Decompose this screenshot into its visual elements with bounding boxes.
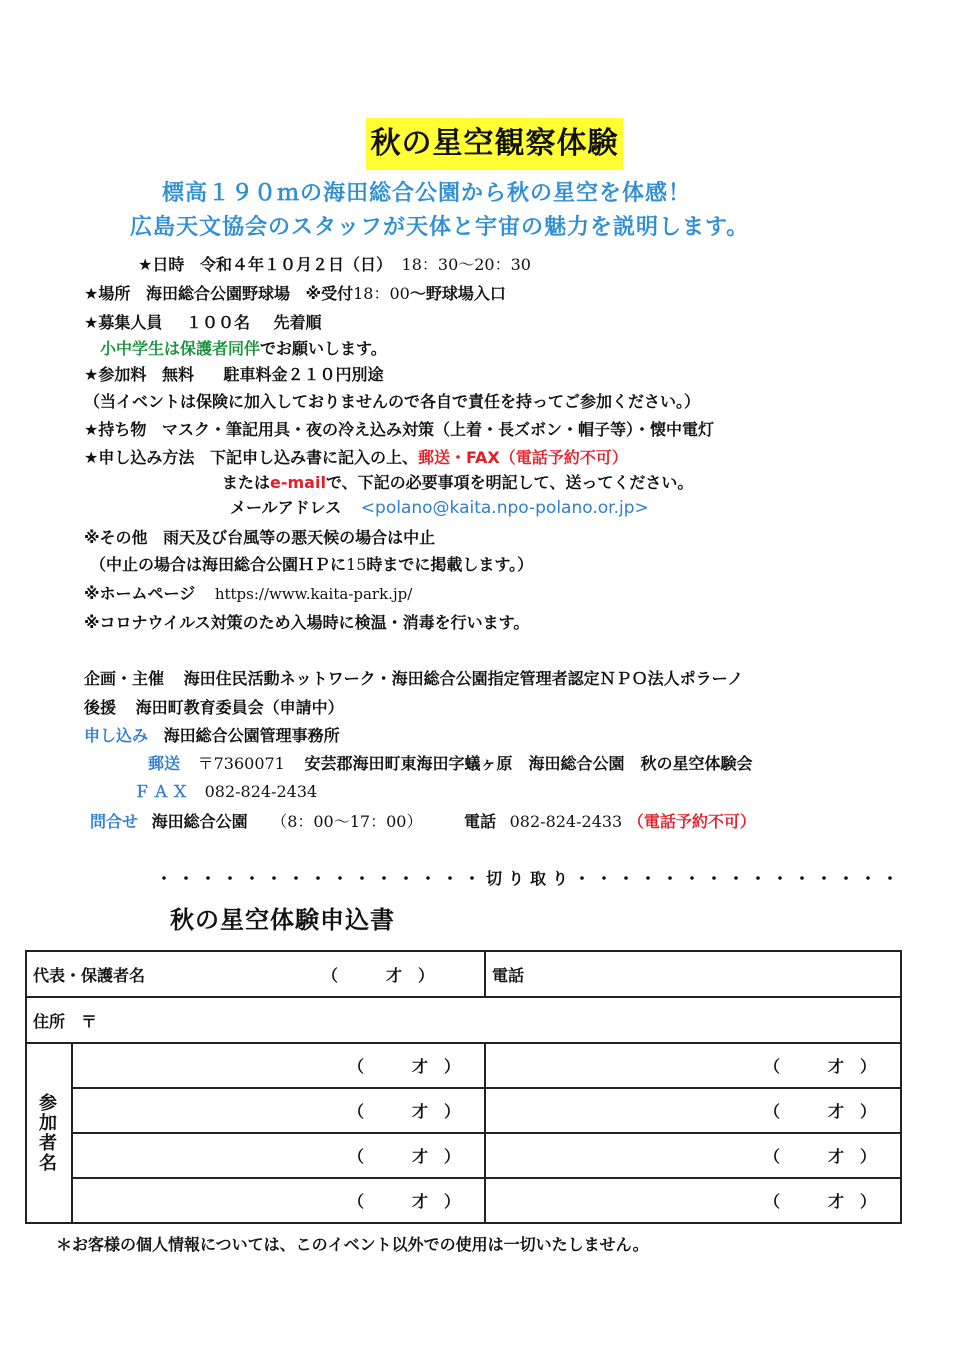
children-rest: でお願いします。 — [260, 339, 387, 358]
insurance-note: （当イベントは保険に加入しておりませんので各自で責任を持ってご参加ください。） — [84, 392, 701, 411]
participant-age: （ 才） — [763, 1147, 892, 1166]
datetime-label: ★日時 — [138, 255, 185, 274]
mail-row — [148, 751, 752, 774]
apply-line1: 下記申し込み書に記入の上、 — [209, 448, 418, 467]
inquiry-hours: （8：00〜17：00） — [271, 812, 423, 831]
homepage-row — [84, 581, 412, 604]
participant-cell[interactable] — [72, 1133, 485, 1178]
participant-age: （ 才） — [763, 1102, 892, 1121]
address-label: 住所 〒 — [33, 1011, 98, 1031]
fax-number: 082-824-2434 — [204, 782, 318, 801]
apply-line2-rest: で、下記の必要事項を明記して、送ってください。 — [325, 473, 694, 492]
fee-row — [84, 362, 384, 385]
inquiry-value: 海田総合公園 — [151, 812, 248, 831]
participants-label: 参加者名 — [36, 1093, 57, 1173]
tel-label: 電話 — [491, 965, 524, 985]
reception-time: 18：00 — [353, 284, 410, 303]
inquiry-tel-note: （電話予約不可） — [627, 812, 756, 831]
participant-cell[interactable] — [485, 1043, 901, 1088]
subtitle-2: 広島天文協会のスタッフが天体と宇宙の魅力を説明します。 — [130, 215, 750, 240]
mail-label: 郵送 — [148, 754, 181, 773]
inquiry-row — [90, 809, 756, 832]
application-form — [25, 950, 902, 1224]
representative-cell[interactable] — [26, 951, 485, 997]
reception-suffix: 〜野球場入口 — [409, 284, 506, 303]
inquiry-tel: 082-824-2433 — [509, 812, 623, 831]
support-label: 後援 — [84, 698, 117, 717]
application-row — [84, 723, 340, 746]
subtitle-1: 標高１９０ｍの海田総合公園から秋の星空を体感！ — [162, 181, 692, 206]
capacity-note: 先着順 — [273, 313, 322, 332]
address-cell[interactable] — [26, 997, 901, 1043]
fax-label: ＦＡＸ — [134, 782, 192, 801]
participant-cell[interactable] — [485, 1133, 901, 1178]
form-row-representative — [26, 951, 901, 997]
participant-age: （ 才） — [763, 1057, 892, 1076]
homepage-label: ※ホームページ — [84, 584, 196, 603]
participant-row — [26, 1133, 901, 1178]
organizer-value: 海田住民活動ネットワーク・海田総合公園指定管理者認定ＮＰＯ法人ポラーノ — [183, 669, 744, 688]
participant-cell[interactable] — [485, 1178, 901, 1223]
page-title: 秋の星空観察体験 — [366, 118, 623, 170]
tel-cell[interactable] — [485, 951, 901, 997]
fax-row — [134, 779, 317, 802]
apply-line2-email: e-mail — [270, 473, 326, 492]
participant-age: （ 才） — [347, 1192, 476, 1211]
children-note — [100, 336, 387, 359]
place-value: 海田総合公園野球場 — [145, 284, 290, 303]
items-label: ★持ち物 — [84, 420, 147, 439]
organizer-label: 企画・主催 — [84, 669, 165, 688]
children-highlight: 小中学生は保護者同伴 — [100, 339, 261, 358]
participant-cell[interactable] — [72, 1043, 485, 1088]
capacity-label: ★募集人員 — [84, 313, 163, 332]
participant-age: （ 才） — [347, 1102, 476, 1121]
other-row — [84, 525, 435, 548]
fee-label: ★参加料 — [84, 365, 147, 384]
participant-age: （ 才） — [347, 1147, 476, 1166]
reception-prefix: ※受付 — [305, 284, 354, 303]
participant-row — [26, 1088, 901, 1133]
cancel-note — [90, 552, 533, 575]
other-label: ※その他 — [84, 528, 148, 547]
form-row-address — [26, 997, 901, 1043]
parking-fee: 駐車料金２１０円別途 — [223, 365, 384, 384]
apply-line2-prefix: または — [222, 473, 271, 492]
organizer-row — [84, 666, 743, 689]
cancel-note-after: 時までに掲載します。） — [366, 555, 534, 574]
participant-row — [26, 1178, 901, 1223]
other-value: 雨天及び台風等の悪天候の場合は中止 — [163, 528, 436, 547]
representative-label: 代表・保護者名 — [33, 965, 146, 985]
application-label: 申し込み — [84, 726, 149, 745]
capacity-value: １００名 — [185, 313, 250, 332]
participant-cell[interactable] — [485, 1088, 901, 1133]
email-row — [230, 495, 649, 518]
place-row — [84, 281, 506, 304]
datetime-date: 令和４年１０月２日（日） — [199, 255, 392, 274]
apply-row — [84, 445, 628, 468]
cancel-note-time: 15 — [346, 555, 367, 574]
homepage-url[interactable]: https://www.kaita-park.jp/ — [214, 585, 413, 603]
datetime-time: 18：30〜20：30 — [401, 255, 531, 274]
cut-line: ・・・・・・・・・・・・・・・切り取り・・・・・・・・・・・・・・・ — [156, 869, 905, 888]
mail-postal: 〒7360071 — [197, 754, 285, 773]
apply-label: ★申し込み方法 — [84, 448, 195, 467]
support-row — [84, 695, 344, 718]
application-value: 海田総合公園管理事務所 — [163, 726, 340, 745]
items-value: マスク・筆記用具・夜の冷え込み対策（上着・長ズボン・帽子等）・懐中電灯 — [161, 420, 714, 439]
participant-row — [26, 1043, 901, 1088]
mail-address: 安芸郡海田町東海田字蟻ヶ原 海田総合公園 秋の星空体験会 — [304, 754, 753, 773]
participant-age: （ 才） — [347, 1057, 476, 1076]
email-address[interactable]: <polano@kaita.npo-polano.or.jp> — [360, 498, 649, 518]
cancel-note-before: （中止の場合は海田総合公園ＨＰに — [90, 555, 347, 574]
email-label: メールアドレス — [230, 498, 342, 517]
datetime-row — [138, 252, 531, 275]
representative-age: （ 才） — [321, 965, 450, 985]
participants-label-cell — [26, 1043, 72, 1223]
form-title: 秋の星空体験申込書 — [170, 906, 395, 934]
participant-cell[interactable] — [72, 1178, 485, 1223]
capacity-row — [84, 310, 322, 333]
inquiry-tel-label: 電話 — [464, 812, 497, 831]
participant-age: （ 才） — [763, 1192, 892, 1211]
participant-cell[interactable] — [72, 1088, 485, 1133]
support-value: 海田町教育委員会（申請中） — [135, 698, 344, 717]
corona-note: ※コロナウイルス対策のため入場時に検温・消毒を行います。 — [84, 613, 530, 632]
apply-methods: 郵送・FAX（電話予約不可） — [417, 448, 628, 467]
place-label: ★場所 — [84, 284, 131, 303]
items-row — [84, 417, 714, 440]
privacy-note: ＊お客様の個人情報については、このイベント以外での使用は一切いたしません。 — [56, 1235, 649, 1254]
fee-value: 無料 — [161, 365, 194, 384]
apply-line2 — [222, 470, 693, 493]
inquiry-label: 問合せ — [90, 812, 139, 831]
